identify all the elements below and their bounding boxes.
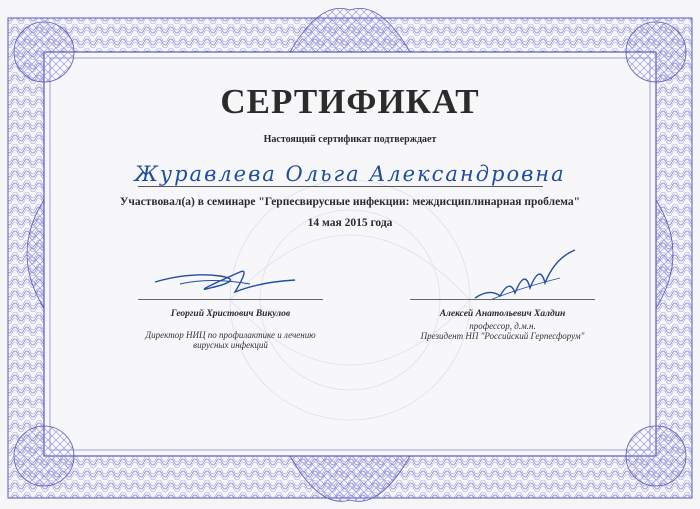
certificate-title: СЕРТИФИКАТ — [220, 82, 480, 121]
left-signatory-role-2: вирусных инфекций — [193, 340, 268, 350]
right-signatory-name: Алексей Анатольевич Халдин — [439, 309, 566, 319]
right-signatory-role-1: профессор, д.м.н. — [469, 321, 536, 331]
seminar-text: Участвовал(а) в семинаре "Герпесвирусные инфекции: междисциплинарная проблема" — [119, 196, 581, 208]
left-signature-line — [138, 299, 323, 300]
left-signature-image — [150, 262, 300, 302]
certificate-subtitle: Настоящий сертификат подтверждает — [263, 134, 437, 145]
certificate-date: 14 мая 2015 года — [307, 217, 393, 229]
right-signatory-role-2: Президент НП "Российский Герпесфорум" — [420, 331, 585, 341]
recipient-underline — [138, 186, 543, 187]
right-signature-line — [410, 299, 595, 300]
recipient-name: Журавлева Ольга Александровна — [134, 162, 566, 186]
left-signatory-name: Георгий Христович Викулов — [170, 309, 291, 319]
left-signatory-role-1: Директор НИЦ по профилактике и лечению — [145, 330, 316, 340]
